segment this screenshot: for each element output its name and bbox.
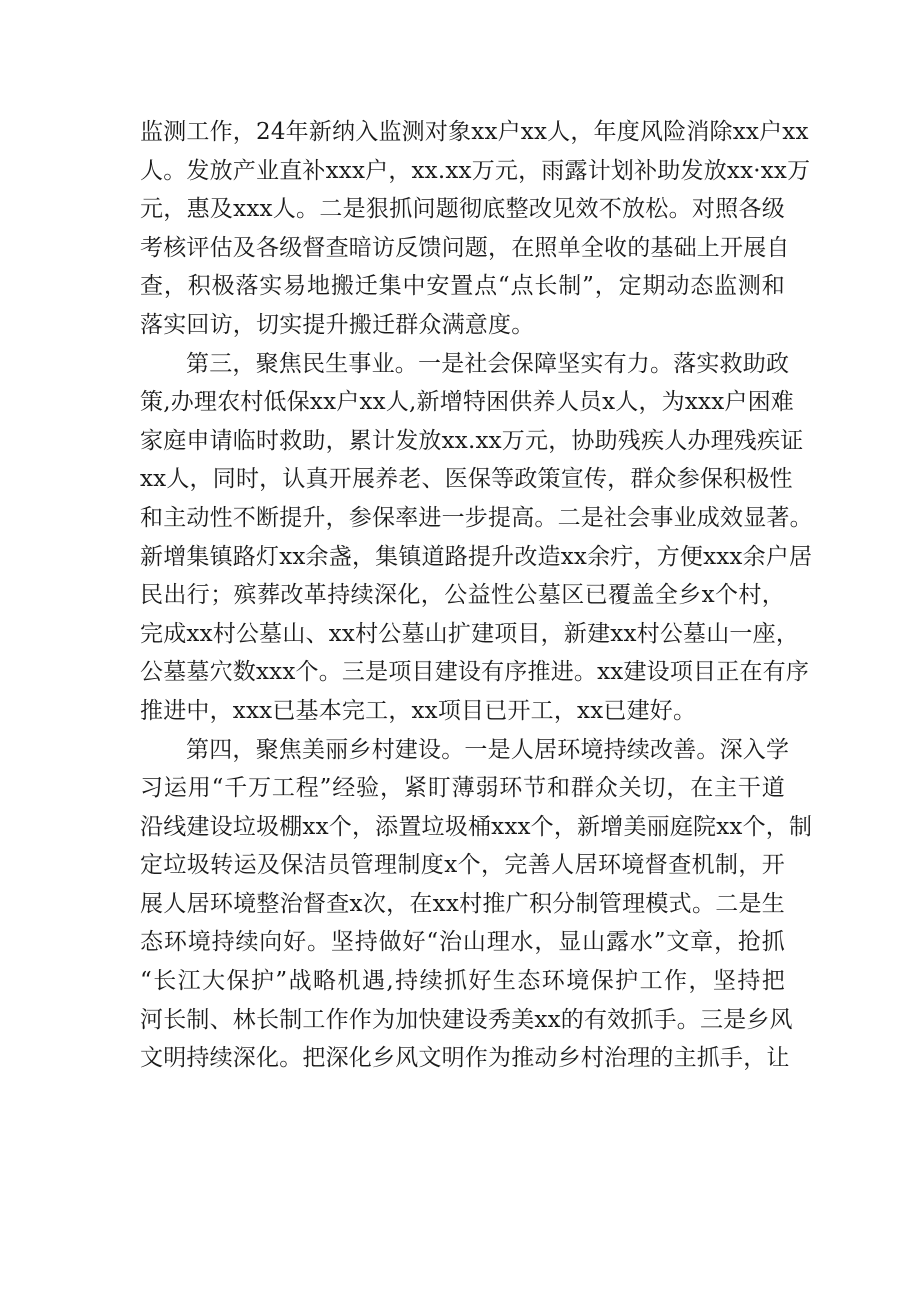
paragraph-first-line: 第四，聚焦美丽乡村建设。一是人居环境持续改善。深入学 (186, 736, 790, 763)
text-line: 推进中，xxx已基本完工，xx项目已开工，xx已建好。 (140, 697, 697, 724)
text-line: 考核评估及各级督查暗访反馈问题，在照单全收的基础上开展自 (140, 234, 790, 261)
text-line: “长江大保护”战略机遇,持续抓好生态环境保护工作，坚持把 (140, 968, 785, 995)
body-text (140, 113, 813, 1078)
text-line: 策,办理农村低保xx户xx人,新增特困供养人员x人，为xxx户困难 (140, 389, 794, 416)
paragraph-first-line: 第三，聚焦民生事业。一是社会保障坚实有力。落实救助政 (186, 350, 790, 377)
text-line: 态环境持续向好。坚持做好“治山理水，显山露水”文章，抢抓 (140, 929, 785, 956)
text-line: 家庭申请临时救助，累计发放xx.xx万元，协助残疾人办理残疾证 (140, 427, 804, 454)
text-line: 查，积极落实易地搬迁集中安置点“点长制”，定期动态监测和 (140, 273, 785, 300)
text-line: 展人居环境整治督查x次，在xx村推广积分制管理模式。二是生 (140, 890, 785, 917)
text-line: 落实回访，切实提升搬迁群众满意度。 (140, 311, 535, 338)
text-line: 沿线建设垃圾棚xx个，添置垃圾桶xxx个，新增美丽庭院xx个，制 (140, 813, 813, 840)
text-line: 公墓墓穴数xxx个。三是项目建设有序推进。xx建设项目正在有序 (140, 659, 810, 686)
text-line: 人。发放产业直补xxx户，xx.xx万元，雨露计划补助发放xx·xx万 (140, 157, 811, 184)
text-line: 习运用“千万工程”经验，紧盯薄弱环节和群众关切，在主干道 (140, 775, 785, 802)
text-line: 河长制、林长制工作作为加快建设秀美xx的有效抓手。三是乡风 (140, 1006, 793, 1033)
text-line: 民出行；殡葬改革持续深化，公益性公墓区已覆盖全乡x个村， (140, 582, 785, 609)
text-line: 新增集镇路灯xx余盏，集镇道路提升改造xx余疔，方便xxx余户居 (140, 543, 813, 570)
text-line: 定垃圾转运及保洁员管理制度x个，完善人居环境督查机制，开 (140, 852, 785, 879)
text-line: 完成xx村公墓山、xx村公墓山扩建项目，新建xx村公墓山一座， (140, 620, 800, 647)
text-line: 文明持续深化。把深化乡风文明作为推动乡村治理的主抓手，让 (140, 1045, 790, 1072)
text-line: 监测工作，24年新纳入监测对象xx户xx人，年度风险消除xx户xx (140, 119, 809, 145)
text-line: 和主动性不断提升，参保率进一步提高。二是社会事业成效显著。 (140, 504, 813, 531)
text-line: xx人，同时，认真开展养老、医保等政策宣传，群众参保积极性 (140, 466, 793, 493)
text-line: 元，惠及xxx人。二是狠抓问题彻底整改见效不放松。对照各级 (140, 196, 785, 223)
